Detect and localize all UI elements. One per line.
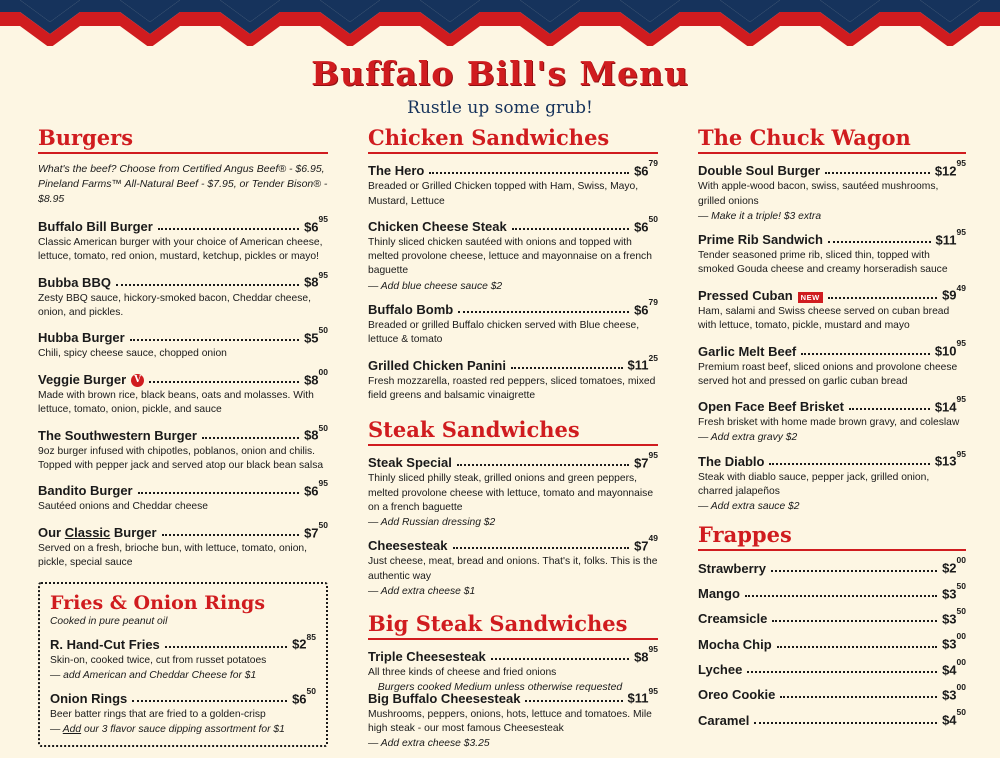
item-name: Bandito Burger xyxy=(38,483,133,499)
item-name: The Southwestern Burger xyxy=(38,427,197,443)
item-price: $\$6^{95}$ xyxy=(304,213,328,234)
item-addon: — Add our 3 flavor sauce dipping assortment for $1 xyxy=(50,724,285,736)
item-name: The Diablo xyxy=(698,453,765,469)
leader-dots xyxy=(138,491,299,494)
leader-dots xyxy=(745,594,937,597)
leader-dots xyxy=(771,569,937,572)
item-name: Bubba BBQ xyxy=(38,274,111,290)
item-price: $\$3^{00}$ xyxy=(942,682,966,703)
item-price: $\$3^{50}$ xyxy=(942,580,966,601)
column-left xyxy=(38,125,328,747)
item-price: $\$3^{00}$ xyxy=(942,631,966,652)
menu-header xyxy=(0,46,1000,118)
section-rule xyxy=(368,152,658,154)
item-name: Grilled Chicken Panini xyxy=(368,357,506,373)
item-description: Made with brown rice, black beans, oats and molasses. With lettuce, tomato, onion, pickle, and sauce xyxy=(38,389,314,416)
section-title-big-steak: Big Steak Sandwiches xyxy=(368,610,628,636)
item-price: $\$4^{00}$ xyxy=(942,656,966,677)
column-middle xyxy=(368,125,658,758)
menu-item[interactable] xyxy=(698,707,966,728)
item-addon: — add American and Cheddar Cheese for $1 xyxy=(50,669,257,681)
menu-item[interactable] xyxy=(698,282,966,333)
item-price: $\$14^{95}$ xyxy=(934,394,966,415)
menu-item[interactable] xyxy=(698,555,966,576)
section-title-burgers: Burgers xyxy=(38,125,134,150)
item-description: Steak with diablo sauce, pepper jack, grilled onion, charred jalapeños xyxy=(698,471,930,497)
menu-item[interactable] xyxy=(38,213,328,265)
leader-dots xyxy=(801,352,930,355)
item-name: Mango xyxy=(698,585,740,601)
menu-item[interactable] xyxy=(698,580,966,601)
item-addon: — Add Russian dressing $2 xyxy=(368,517,496,529)
leader-dots xyxy=(458,310,629,313)
leader-dots xyxy=(828,240,931,243)
item-price: $\$8^{50}$ xyxy=(304,422,328,443)
item-description: Served on a fresh, brioche bun, with lettuce, tomato, onion, pickle, special sauce xyxy=(38,542,308,569)
menu-item[interactable] xyxy=(698,656,966,677)
item-name: Double Soul Burger xyxy=(698,163,821,179)
leader-dots xyxy=(747,670,937,673)
menu-item[interactable] xyxy=(698,631,966,652)
leader-dots xyxy=(512,227,629,230)
leader-dots xyxy=(777,645,937,648)
item-price: $\$8^{95}$ xyxy=(634,644,658,665)
item-description: Breaded or Grilled Chicken topped with Ham, Swiss, Mayo, Mustard, Lettuce xyxy=(368,181,639,207)
item-name: Creamsicle xyxy=(698,611,768,627)
menu-item[interactable] xyxy=(38,325,328,362)
decorative-chevron-banner xyxy=(0,0,1000,46)
item-description: Just cheese, meat, bread and onions. That's it, folks. This is the authentic way xyxy=(368,556,658,582)
section-rule xyxy=(368,638,658,640)
leader-dots xyxy=(429,171,629,174)
leader-dots xyxy=(754,721,937,724)
item-price: $\$6^{50}$ xyxy=(634,213,658,235)
footer-note: Burgers cooked Medium unless otherwise requested xyxy=(377,681,623,693)
item-description: Beer batter rings that are fried to a golden-crisp xyxy=(50,709,266,721)
item-name: Triple Cheesesteak xyxy=(368,649,486,665)
item-price: $\$11^{95}$ xyxy=(627,685,658,706)
leader-dots xyxy=(780,695,937,698)
item-price: $\$4^{50}$ xyxy=(942,707,966,728)
leader-dots xyxy=(149,380,299,383)
item-description: Sautéed onions and Cheddar cheese xyxy=(38,501,209,513)
item-price: $\$8^{00}$ xyxy=(304,366,328,387)
item-price: $\$13^{95}$ xyxy=(934,448,966,469)
item-price: $\$9^{49}$ xyxy=(942,282,966,303)
section-title-steak: Steak Sandwiches xyxy=(368,417,580,443)
item-description: Classic American burger with your choice of American cheese, lettuce, tomato, red onion, mustard, ketchup, pickles or mayo! xyxy=(38,236,323,263)
leader-dots xyxy=(849,407,930,410)
item-price: $\$12^{95}$ xyxy=(934,158,966,179)
menu-item[interactable] xyxy=(38,269,328,320)
item-description: Thinly sliced philly steak, grilled onions and green peppers, melted provolone cheese with lettuce, tomato and mayonnaise on a french baguette xyxy=(368,473,654,513)
vegetarian-icon: V xyxy=(131,374,144,387)
item-price: $\$3^{50}$ xyxy=(942,606,966,627)
item-price: $\$5^{50}$ xyxy=(304,325,328,346)
menu-item[interactable] xyxy=(368,533,658,597)
item-name: Strawberry xyxy=(698,560,766,576)
item-name: Caramel xyxy=(698,712,750,728)
section-rule xyxy=(698,152,966,154)
menu-item[interactable] xyxy=(698,448,966,513)
item-price: $\$7^{50}$ xyxy=(304,519,328,540)
leader-dots xyxy=(202,436,299,439)
page-subtitle: Rustle up some grub! xyxy=(407,98,593,118)
item-addon: — Add extra cheese $1 xyxy=(368,585,476,597)
item-description: Fresh brisket with home made brown gravy, and coleslaw xyxy=(698,417,960,429)
item-price: $\$2^{00}$ xyxy=(942,555,966,576)
item-name: Lychee xyxy=(698,661,743,677)
item-description: Ham, salami and Swiss cheese served on cuban bread with lettuce, tomato, pickle, mustard and mayo xyxy=(698,305,950,331)
page-title: Buffalo Bill's Menu xyxy=(311,54,689,93)
leader-dots xyxy=(772,619,937,622)
leader-dots xyxy=(132,699,287,702)
leader-dots xyxy=(511,366,623,369)
item-price: $\$8^{95}$ xyxy=(304,269,328,290)
item-description: Premium roast beef, sliced onions and provolone cheese served hot and pressed on garlic cuban bread xyxy=(698,361,958,387)
section-fries-onion-rings xyxy=(38,582,328,747)
menu-item[interactable] xyxy=(368,352,658,403)
item-description: Chili, spicy cheese sauce, chopped onion xyxy=(38,348,227,360)
item-name: The Hero xyxy=(368,163,425,179)
section-steak-sandwiches xyxy=(368,417,658,597)
item-price: $\$11^{95}$ xyxy=(935,226,966,248)
item-description: Skin-on, cooked twice, cut from russet potatoes xyxy=(50,654,267,666)
section-title-fries: Fries & Onion Rings xyxy=(50,592,266,615)
item-price: $\$10^{95}$ xyxy=(934,338,966,359)
item-price: $\$6^{95}$ xyxy=(304,478,328,499)
item-description: Fresh mozzarella, roasted red peppers, sliced tomatoes, mixed field greens and balsamic vinaigrette xyxy=(368,375,656,401)
item-addon: — Make it a triple! $3 extra xyxy=(698,210,822,222)
column-right xyxy=(698,125,966,737)
item-name: Onion Rings xyxy=(50,691,128,707)
leader-dots xyxy=(165,645,287,648)
item-name: Mocha Chip xyxy=(698,636,772,652)
section-rule xyxy=(698,549,966,551)
item-name: R. Hand-Cut Fries xyxy=(50,636,160,652)
section-chicken-sandwiches xyxy=(368,125,658,403)
burgers-note: What's the beef? Choose from Certified Angus Beef® - $6.95, Pineland Farms™ All-Natural Beef - $7.95, or Tender Bison® - $8.95 xyxy=(38,163,328,206)
menu-item[interactable] xyxy=(368,158,658,209)
item-name: Prime Rib Sandwich xyxy=(698,232,823,248)
section-title-chuck-wagon: The Chuck Wagon xyxy=(698,125,911,150)
menu-item[interactable] xyxy=(368,296,658,348)
item-name: Garlic Melt Beef xyxy=(698,343,797,359)
item-name: Oreo Cookie xyxy=(698,687,776,703)
item-price: $\$11^{25}$ xyxy=(627,352,658,373)
item-name: Hubba Burger xyxy=(38,330,125,346)
leader-dots xyxy=(491,657,629,660)
item-description: Tender seasoned prime rib, sliced thin, topped with smoked Gouda cheese and creamy horseradish sauce xyxy=(698,250,948,276)
menu-item[interactable] xyxy=(50,686,316,736)
menu-item[interactable] xyxy=(38,366,328,418)
section-burgers xyxy=(38,125,328,570)
leader-dots xyxy=(162,533,300,536)
item-name: Big Buffalo Cheesesteak xyxy=(368,690,521,706)
section-title-frappes: Frappes xyxy=(698,522,792,548)
section-frappes xyxy=(698,522,966,727)
item-description: Mushrooms, peppers, onions, hots, lettuce and tomatoes. Mile high steak - our most famous Cheesesteak xyxy=(368,708,652,734)
item-addon: — Add blue cheese sauce $2 xyxy=(368,280,503,292)
menu-item[interactable] xyxy=(698,606,966,627)
menu-item[interactable] xyxy=(38,519,328,571)
item-description: Zesty BBQ sauce, hickory-smoked bacon, Cheddar cheese, onion, and pickles. xyxy=(38,292,311,318)
new-badge: NEW xyxy=(798,292,823,303)
menu-item[interactable] xyxy=(368,450,658,529)
item-price: $\$6^{79}$ xyxy=(634,158,658,179)
item-addon: — Add extra sauce $2 xyxy=(698,501,800,513)
leader-dots xyxy=(525,699,622,702)
item-description: 9oz burger infused with chipotles, poblanos, onion and chilis. Topped with pepper jack and served atop our black bean salsa xyxy=(38,445,324,471)
item-name: Buffalo Bomb xyxy=(368,302,454,317)
item-description: Thinly sliced chicken sautéed with onions and topped with melted provolone cheese, lettuce and mayonnaise on a french baguette xyxy=(368,237,652,277)
section-chuck-wagon xyxy=(698,125,966,512)
menu-item[interactable] xyxy=(38,478,328,515)
item-description: With apple-wood bacon, swiss, sautéed mushrooms, grilled onions xyxy=(698,181,939,207)
menu-item[interactable] xyxy=(698,158,966,222)
section-big-steak-sandwiches xyxy=(368,611,658,749)
item-name: Cheesesteak xyxy=(368,538,448,554)
item-price: $\$7^{95}$ xyxy=(634,450,658,471)
leader-dots xyxy=(825,171,930,174)
item-addon: — Add extra cheese $3.25 xyxy=(368,738,490,750)
menu-item[interactable] xyxy=(698,338,966,389)
item-price: $\$6^{50}$ xyxy=(292,686,316,707)
fries-subtitle: Cooked in pure peanut oil xyxy=(50,616,168,628)
leader-dots xyxy=(457,463,629,466)
item-addon: — Add extra gravy $2 xyxy=(698,432,798,444)
section-rule xyxy=(368,444,658,446)
item-description: All three kinds of cheese and fried onions xyxy=(368,667,557,679)
item-name: Pressed Cuban xyxy=(698,287,793,303)
leader-dots xyxy=(158,227,299,230)
item-description: Breaded or grilled Buffalo chicken served with Blue cheese, lettuce & tomato xyxy=(368,320,640,346)
item-name: Chicken Cheese Steak xyxy=(368,219,507,235)
menu-item[interactable] xyxy=(38,422,328,473)
item-price: $\$2^{85}$ xyxy=(292,631,316,652)
leader-dots xyxy=(130,338,299,341)
menu-item[interactable] xyxy=(368,644,658,681)
leader-dots xyxy=(769,462,929,465)
item-name: Steak Special xyxy=(368,455,452,471)
item-name: Open Face Beef Brisket xyxy=(698,399,844,415)
item-price: $\$7^{49}$ xyxy=(634,533,658,554)
item-price: $\$6^{79}$ xyxy=(634,296,658,317)
item-name: Buffalo Bill Burger xyxy=(38,218,153,234)
leader-dots xyxy=(453,546,630,549)
item-name: Veggie Burger xyxy=(38,371,127,387)
menu-item[interactable] xyxy=(368,213,658,292)
section-title-chicken: Chicken Sandwiches xyxy=(368,125,610,150)
leader-dots xyxy=(828,296,937,299)
item-name: Our Classic Burger xyxy=(38,524,157,540)
menu-item[interactable] xyxy=(698,226,966,278)
section-rule xyxy=(38,152,328,154)
menu-item[interactable] xyxy=(50,631,316,681)
leader-dots xyxy=(116,283,299,286)
menu-item[interactable] xyxy=(698,394,966,444)
